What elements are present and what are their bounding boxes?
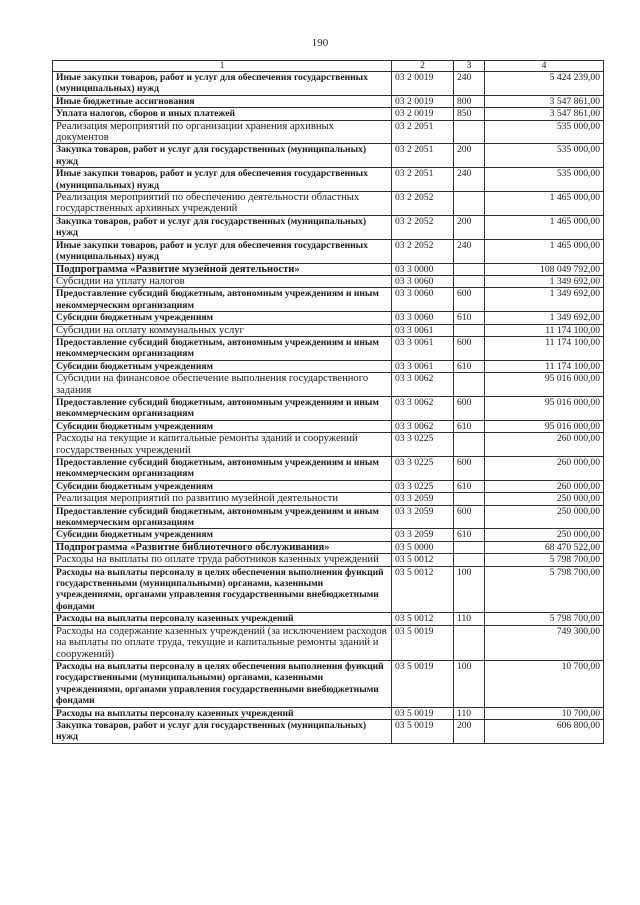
- row-amount-cell: 95 016 000,00: [485, 420, 604, 432]
- row-type-cell: [454, 120, 485, 144]
- row-amount-cell: 5 424 239,00: [485, 72, 604, 96]
- table-row: [53, 707, 604, 719]
- row-code-cell: 03 3 0062: [392, 396, 454, 420]
- row-code-cell: 03 3 0060: [392, 312, 454, 324]
- row-name-cell: Субсидии бюджетным учреждениям: [53, 480, 392, 492]
- row-type-cell: 610: [454, 420, 485, 432]
- row-name-cell: Субсидии на уплату налогов: [53, 275, 392, 287]
- row-amount-cell: 68 470 522,00: [485, 541, 604, 553]
- row-name-cell: Расходы на текущие и капитальные ремонты зданий и сооружений государственных учреждений: [53, 433, 392, 457]
- row-name-cell: Предоставление субсидий бюджетным, автономным учреждениям и иным некоммерческим организациям: [53, 457, 392, 481]
- row-code-cell: 03 5 0019: [392, 660, 454, 707]
- row-name-cell: Субсидии бюджетным учреждениям: [53, 529, 392, 541]
- row-amount-cell: 1 349 692,00: [485, 275, 604, 287]
- row-type-cell: 600: [454, 336, 485, 360]
- row-name-cell: Субсидии бюджетным учреждениям: [53, 312, 392, 324]
- table-row: [53, 144, 604, 168]
- row-name-cell: Предоставление субсидий бюджетным, автономным учреждениям и иным некоммерческим организациям: [53, 505, 392, 529]
- row-name-cell: Расходы на содержание казенных учреждений (за исключением расходов на выплаты по оплате труда, текущие и капитальные ремонты зданий и сооружений): [53, 625, 392, 660]
- row-amount-cell: 5 798 700,00: [485, 566, 604, 613]
- row-amount-cell: 535 000,00: [485, 168, 604, 192]
- row-type-cell: 100: [454, 660, 485, 707]
- row-name-cell: Реализация мероприятий по развитию музейной деятельности: [53, 493, 392, 505]
- row-code-cell: 03 3 0225: [392, 457, 454, 481]
- row-name-cell: Субсидии бюджетным учреждениям: [53, 420, 392, 432]
- row-code-cell: 03 5 0019: [392, 707, 454, 719]
- row-type-cell: [454, 324, 485, 336]
- row-name-cell: Закупка товаров, работ и услуг для государственных (муниципальных) нужд: [53, 215, 392, 239]
- row-amount-cell: 11 174 100,00: [485, 324, 604, 336]
- row-name-cell: Иные закупки товаров, работ и услуг для обеспечения государственных (муниципальных) нужд: [53, 239, 392, 263]
- row-amount-cell: 3 547 861,00: [485, 95, 604, 107]
- row-name-cell: Субсидии бюджетным учреждениям: [53, 360, 392, 372]
- table-row: [53, 625, 604, 660]
- row-name-cell: Закупка товаров, работ и услуг для государственных (муниципальных) нужд: [53, 719, 392, 743]
- row-code-cell: 03 2 2051: [392, 144, 454, 168]
- row-type-cell: 240: [454, 239, 485, 263]
- table-row: [53, 541, 604, 553]
- header-col-3: 3: [454, 61, 485, 72]
- row-type-cell: 600: [454, 457, 485, 481]
- table-row: [53, 108, 604, 120]
- row-amount-cell: 260 000,00: [485, 433, 604, 457]
- row-name-cell: Расходы на выплаты персоналу в целях обеспечения выполнения функций государственными (муниципальными) органами, казенными учреждениями, органами управления государственными внебюджетными фондами: [53, 660, 392, 707]
- row-amount-cell: 1 465 000,00: [485, 239, 604, 263]
- row-type-cell: 600: [454, 505, 485, 529]
- table-row: [53, 275, 604, 287]
- row-code-cell: 03 3 2059: [392, 529, 454, 541]
- row-amount-cell: 250 000,00: [485, 505, 604, 529]
- row-code-cell: 03 2 0019: [392, 108, 454, 120]
- row-type-cell: 200: [454, 719, 485, 743]
- row-amount-cell: 1 465 000,00: [485, 192, 604, 216]
- table-row: [53, 373, 604, 397]
- row-type-cell: 110: [454, 613, 485, 625]
- table-header-row: [53, 61, 604, 72]
- row-code-cell: 03 3 0061: [392, 336, 454, 360]
- budget-table: [52, 60, 604, 744]
- row-type-cell: [454, 625, 485, 660]
- header-col-1: 1: [53, 61, 392, 72]
- table-row: [53, 566, 604, 613]
- table-row: [53, 613, 604, 625]
- row-amount-cell: 250 000,00: [485, 493, 604, 505]
- row-code-cell: 03 3 0225: [392, 480, 454, 492]
- row-amount-cell: 108 049 792,00: [485, 263, 604, 275]
- row-name-cell: Иные закупки товаров, работ и услуг для обеспечения государственных (муниципальных) нужд: [53, 168, 392, 192]
- row-code-cell: 03 2 2051: [392, 168, 454, 192]
- row-code-cell: 03 3 0062: [392, 373, 454, 397]
- table-row: [53, 360, 604, 372]
- page-number: 190: [311, 37, 329, 49]
- row-code-cell: 03 3 2059: [392, 493, 454, 505]
- row-name-cell: Расходы на выплаты персоналу в целях обеспечения выполнения функций государственными (муниципальными) органами, казенными учреждениями, органами управления государственными внебюджетными фондами: [53, 566, 392, 613]
- row-type-cell: 200: [454, 144, 485, 168]
- row-code-cell: 03 5 0012: [392, 554, 454, 566]
- row-type-cell: 850: [454, 108, 485, 120]
- row-type-cell: 240: [454, 168, 485, 192]
- row-code-cell: 03 3 0060: [392, 288, 454, 312]
- budget-table-body: [53, 61, 604, 744]
- table-row: [53, 719, 604, 743]
- row-amount-cell: 5 798 700,00: [485, 613, 604, 625]
- header-col-4: 4: [485, 61, 604, 72]
- row-type-cell: 610: [454, 312, 485, 324]
- row-amount-cell: 260 000,00: [485, 457, 604, 481]
- row-code-cell: 03 2 0019: [392, 95, 454, 107]
- row-name-cell: Субсидии на оплату коммунальных услуг: [53, 324, 392, 336]
- row-name-cell: Расходы на выплаты по оплате труда работников казенных учреждений: [53, 554, 392, 566]
- row-amount-cell: 1 349 692,00: [485, 288, 604, 312]
- row-code-cell: 03 3 0061: [392, 324, 454, 336]
- row-amount-cell: 535 000,00: [485, 120, 604, 144]
- table-row: [53, 215, 604, 239]
- row-amount-cell: 95 016 000,00: [485, 396, 604, 420]
- row-amount-cell: 11 174 100,00: [485, 336, 604, 360]
- row-name-cell: Реализация мероприятий по обеспечению деятельности областных государственных архивных учреждений: [53, 192, 392, 216]
- row-amount-cell: 5 798 700,00: [485, 554, 604, 566]
- row-amount-cell: 749 300,00: [485, 625, 604, 660]
- row-code-cell: 03 3 0225: [392, 433, 454, 457]
- table-row: [53, 72, 604, 96]
- row-type-cell: [454, 373, 485, 397]
- table-row: [53, 168, 604, 192]
- row-type-cell: 610: [454, 529, 485, 541]
- row-amount-cell: 260 000,00: [485, 480, 604, 492]
- header-col-2: 2: [392, 61, 454, 72]
- row-name-cell: Расходы на выплаты персоналу казенных учреждений: [53, 613, 392, 625]
- row-type-cell: 100: [454, 566, 485, 613]
- row-amount-cell: 1 465 000,00: [485, 215, 604, 239]
- row-name-cell: Субсидии на финансовое обеспечение выполнения государственного задания: [53, 373, 392, 397]
- row-name-cell: Расходы на выплаты персоналу казенных учреждений: [53, 707, 392, 719]
- row-code-cell: 03 2 2052: [392, 239, 454, 263]
- table-row: [53, 95, 604, 107]
- row-type-cell: [454, 493, 485, 505]
- row-name-cell: Подпрограмма «Развитие библиотечного обслуживания»: [53, 541, 392, 553]
- row-type-cell: 240: [454, 72, 485, 96]
- row-type-cell: 800: [454, 95, 485, 107]
- table-row: [53, 660, 604, 707]
- row-code-cell: 03 5 0019: [392, 625, 454, 660]
- row-code-cell: 03 5 0019: [392, 719, 454, 743]
- table-row: [53, 120, 604, 144]
- table-row: [53, 480, 604, 492]
- row-name-cell: Иные закупки товаров, работ и услуг для обеспечения государственных (муниципальных) нужд: [53, 72, 392, 96]
- row-code-cell: 03 5 0012: [392, 613, 454, 625]
- row-code-cell: 03 3 2059: [392, 505, 454, 529]
- row-amount-cell: 10 700,00: [485, 660, 604, 707]
- row-code-cell: 03 3 0060: [392, 275, 454, 287]
- table-row: [53, 529, 604, 541]
- row-name-cell: Предоставление субсидий бюджетным, автономным учреждениям и иным некоммерческим организациям: [53, 396, 392, 420]
- table-row: [53, 239, 604, 263]
- row-type-cell: [454, 192, 485, 216]
- row-code-cell: 03 2 2052: [392, 215, 454, 239]
- row-type-cell: [454, 275, 485, 287]
- row-name-cell: Подпрограмма «Развитие музейной деятельности»: [53, 263, 392, 275]
- row-name-cell: Иные бюджетные ассигнования: [53, 95, 392, 107]
- table-row: [53, 554, 604, 566]
- row-code-cell: 03 5 0000: [392, 541, 454, 553]
- row-amount-cell: 535 000,00: [485, 144, 604, 168]
- table-row: [53, 493, 604, 505]
- row-name-cell: Предоставление субсидий бюджетным, автономным учреждениям и иным некоммерческим организациям: [53, 288, 392, 312]
- row-code-cell: 03 2 0019: [392, 72, 454, 96]
- row-amount-cell: 95 016 000,00: [485, 373, 604, 397]
- table-row: [53, 263, 604, 275]
- table-row: [53, 457, 604, 481]
- table-row: [53, 433, 604, 457]
- row-type-cell: 200: [454, 215, 485, 239]
- row-amount-cell: 1 349 692,00: [485, 312, 604, 324]
- table-row: [53, 336, 604, 360]
- row-code-cell: 03 3 0000: [392, 263, 454, 275]
- row-name-cell: Уплата налогов, сборов и иных платежей: [53, 108, 392, 120]
- table-row: [53, 288, 604, 312]
- table-row: [53, 192, 604, 216]
- row-type-cell: 610: [454, 360, 485, 372]
- row-type-cell: [454, 554, 485, 566]
- table-row: [53, 324, 604, 336]
- row-amount-cell: 606 800,00: [485, 719, 604, 743]
- row-type-cell: [454, 541, 485, 553]
- row-code-cell: 03 2 2052: [392, 192, 454, 216]
- table-row: [53, 420, 604, 432]
- row-type-cell: 600: [454, 288, 485, 312]
- row-type-cell: 110: [454, 707, 485, 719]
- row-code-cell: 03 2 2051: [392, 120, 454, 144]
- row-type-cell: [454, 263, 485, 275]
- row-name-cell: Реализация мероприятий по организации хранения архивных документов: [53, 120, 392, 144]
- row-name-cell: Предоставление субсидий бюджетным, автономным учреждениям и иным некоммерческим организациям: [53, 336, 392, 360]
- row-code-cell: 03 3 0061: [392, 360, 454, 372]
- table-row: [53, 312, 604, 324]
- row-code-cell: 03 3 0062: [392, 420, 454, 432]
- table-row: [53, 505, 604, 529]
- row-type-cell: 600: [454, 396, 485, 420]
- row-amount-cell: 10 700,00: [485, 707, 604, 719]
- row-amount-cell: 11 174 100,00: [485, 360, 604, 372]
- table-row: [53, 396, 604, 420]
- row-code-cell: 03 5 0012: [392, 566, 454, 613]
- row-amount-cell: 3 547 861,00: [485, 108, 604, 120]
- row-name-cell: Закупка товаров, работ и услуг для государственных (муниципальных) нужд: [53, 144, 392, 168]
- row-type-cell: [454, 433, 485, 457]
- row-amount-cell: 250 000,00: [485, 529, 604, 541]
- row-type-cell: 610: [454, 480, 485, 492]
